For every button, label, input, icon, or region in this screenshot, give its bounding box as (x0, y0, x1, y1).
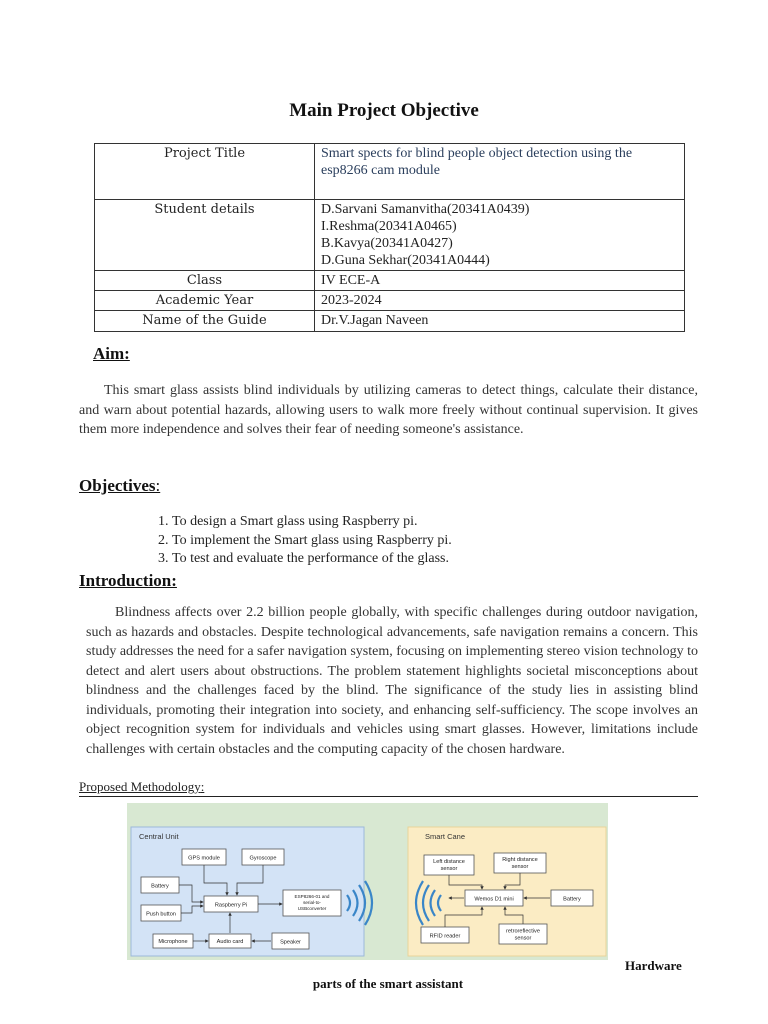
gyroscope-label: Gyroscope (249, 855, 277, 862)
left-sensor-box (424, 855, 474, 875)
wemos-label: Wemos D1 mini (474, 896, 514, 903)
gps-label: GPS module (188, 855, 220, 862)
retro-sensor-label-2: sensor (514, 935, 532, 942)
aim-text: This smart glass assists blind individuals by utilizing cameras to detect things, calculate their distance, and warn about potential hazards, allowing users to walk more freely without continual supervision. It gives them more independence and solves their fear of needing someone's assistance. (79, 383, 698, 437)
table-value: 2023-2024 (315, 291, 685, 311)
introduction-heading: Introduction: (79, 571, 177, 590)
student-line: I.Reshma(20341A0465) (321, 219, 457, 234)
methodology-colon: : (200, 779, 205, 794)
battery-left-label: Battery (151, 883, 169, 890)
esp-label-1: ESP8266-01 and (294, 894, 330, 899)
list-item: 1. To design a Smart glass using Raspberry pi. (172, 513, 452, 532)
student-line: D.Guna Sekhar(20341A0444) (321, 253, 490, 268)
raspberry-label: Raspberry Pi (214, 902, 248, 909)
list-item: 2. To implement the Smart glass using Raspberry pi. (172, 532, 452, 551)
left-sensor-label-2: sensor (440, 866, 458, 872)
table-label: Project Title (95, 144, 315, 200)
esp-label-3: USBconverter (297, 906, 327, 911)
methodology-heading (79, 779, 698, 797)
audio-card-label: Audio card (216, 939, 244, 945)
battery-right-label: Battery (563, 896, 581, 903)
introduction-text: Blindness affects over 2.2 billion people globally, with specific challenges during outdoor navigation, such as hazards and obstacles. Despite technological advancements, safe navigation remains a concern. This study addresses the need for a safer navigation system, focusing on implementing stereo vision technology to detect and alert users about obstructions. The problem statement highlights societal misconceptions about blindness and the challenges faced by the blind. The significance of the study lies in assisting blind individuals, promoting their integration into society, and enhancing self-sufficiency. The scope involves an object recognition system for individuals and vehicles using smart glasses. However, limitations include challenges with certain obstacles and the computing capacity of the chosen hardware. (86, 605, 698, 757)
rfid-label: RFID reader (429, 933, 461, 940)
objectives-heading-text: Objectives (79, 476, 156, 495)
aim-heading: Aim: (93, 344, 130, 363)
microphone-label: Microphone (158, 939, 188, 945)
speaker-label: Speaker (280, 939, 301, 946)
project-info-table (94, 143, 685, 332)
table-value: Smart spects for blind people object detection using the esp8266 cam module (315, 144, 685, 200)
list-item: 3. To test and evaluate the performance of the glass. (172, 550, 452, 569)
table-row (95, 200, 685, 271)
hardware-diagram-svg (127, 803, 608, 960)
table-value: Dr.V.Jagan Naveen (315, 311, 685, 332)
central-unit-label: Central Unit (139, 832, 179, 841)
hardware-diagram (127, 803, 608, 960)
right-sensor-label-1: Right distance (502, 857, 538, 863)
table-row (95, 291, 685, 311)
objectives-heading (79, 476, 160, 496)
student-line: B.Kavya(20341A0427) (321, 236, 453, 251)
table-row (95, 144, 685, 200)
right-sensor-label-2: sensor (511, 864, 529, 870)
figure-caption-part2: parts of the smart assistant (312, 976, 464, 991)
table-value: IV ECE-A (315, 271, 685, 291)
table-label: Class (95, 271, 315, 291)
objectives-list (130, 513, 452, 569)
retro-sensor-label-1: retroreflective (506, 928, 540, 935)
esp-label-2: serial-to- (303, 900, 321, 905)
smart-cane-label: Smart Cane (425, 832, 466, 841)
table-label: Student details (95, 200, 315, 271)
figure-caption-part1: Hardware (625, 958, 682, 973)
left-sensor-label-1: Left distance (433, 859, 465, 865)
table-label: Academic Year (95, 291, 315, 311)
objectives-colon: : (155, 476, 161, 495)
table-row (95, 311, 685, 332)
table-label: Name of the Guide (95, 311, 315, 332)
table-row (95, 271, 685, 291)
methodology-heading-text: Proposed Methodology (79, 779, 201, 794)
table-value (315, 200, 685, 271)
student-line: D.Sarvani Samanvitha(20341A0439) (321, 202, 530, 217)
right-sensor-box (494, 853, 546, 873)
push-button-label: Push button (146, 911, 176, 918)
page-title: Main Project Objective (289, 100, 479, 121)
